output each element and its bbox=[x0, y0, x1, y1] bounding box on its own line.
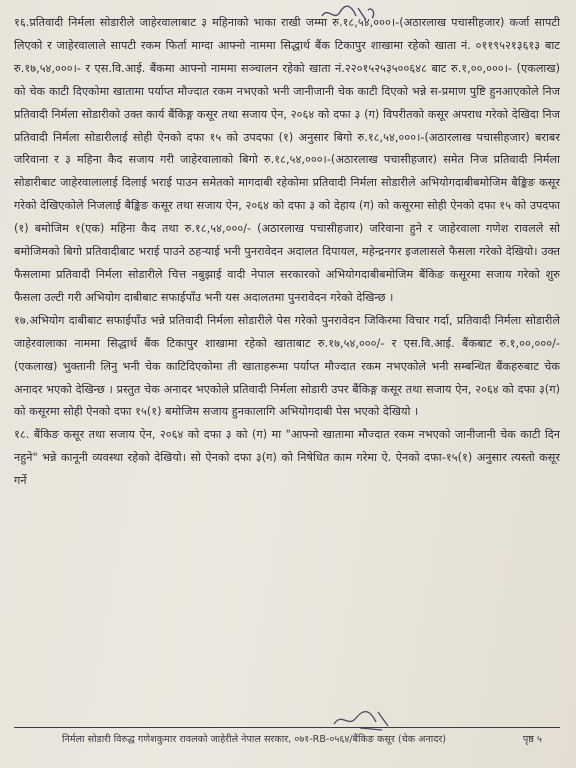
paragraph-17: १७.अभियोग दाबीबाट सफाईपाँउ भन्ने प्रतिवादी निर्मला सोडारीले पेस गरेको पुनरावेदन जिकिरमा विचार गर्दा, प्रतिवादी निर्मला सोडारीले जाहेरवालाका नाममा सिद्धार्थ बैंक टिकापुर शाखामा रहेको खाताबाट रु.१७,५४,०००/- र एस.वि.आई. बैंकबाट रु.१,००,०००/- (एकलाख) भुक्तानी लिनु भनी चेक काटिदिएकोमा ती खाताहरूमा पर्याप्त मौज्दात रकम नभएकोले भनी सम्बन्धित बैंकहरुबाट चेक अनादर भएको देखिन्छ । प्रस्तुत चेक अनादर भएकोले प्रतिवादी निर्मला सोडारी उपर बैंकिङ्ग कसूर तथा सजाय ऐन, २०६४ को दफा ३(ग) को कसूरमा सोही ऐनको दफा १५(१) बमोजिम सजाय हुनकालागि अभियोगदाबी पेस भएको देखियो । bbox=[14, 313, 560, 419]
page-footer bbox=[62, 733, 556, 747]
footer-case-title: निर्मला सोडारी विरुद्ध गणेशकुमार रावलको जाहेरीले नेपाल सरकार, ०७१-RB-०५६४/बैंकिङ कसूर (चेक अनादर) bbox=[62, 734, 447, 745]
paragraph-18: १८. बैंकिङ कसूर तथा सजाय ऐन, २०६४ को दफा ३ को (ग) मा "आफ्नो खातामा मौज्दात रकम नभएको जानीजानी चेक काटी दिन नहुने" भन्ने कानूनी व्यवस्था रहेको देखियो। सो ऐनको दफा ३(ग) को निषेधित काम गरेमा ऐ. ऐनको दफा-१५(१) अनुसार त्यस्तो कसूर गर्ने bbox=[14, 428, 560, 488]
paragraph-16: १६.प्रतिवादी निर्मला सोडारीले जाहेरवालाबाट ३ महिनाको भाका राखी जम्मा रु.१८,५४,०००।-(अठारलाख पचासीहजार) कर्जा सापटी लिएको र जाहेरवालाले सापटी रकम फिर्ता माग्दा आफ्नो नाममा सिद्धार्थ बैंक टिकापुर शाखामा रहेको खाता नं. ०११९५२१३६१३ बाट रु.१७,५४,०००।- र एस.वि.आई. बैंकमा आफ्नो नाममा सञ्चालन रहेको खाता नं.२२०१५२५३५००६४८ बाट रु.१,००,०००।- (एकलाख) को चेक काटी दिएकोमा खातामा पर्याप्त मौज्दात रकम नभएको भनी जानीजानी चेक काटी दिएको भन्ने स-प्रमाण पुष्टि हुनआएकोले निज प्रतिवादी निर्मला सोडारीको उक्त कार्य बैंकिङ्ग कसूर तथा सजाय ऐन, २०६४ को दफा ३ (ग) विपरीतको कसूर अपराध गरेको देखिदा निज प्रतिवादी निर्मला सोडारीलाई सोही ऐनको दफा १५ को उपदफा (१) अनुसार बिगो रु.१८,५४,०००।-(अठारलाख पचासीहजार) बराबर जरिवाना र ३ महिना कैद सजाय गरी जाहेरवालाको बिगो रु.१८,५४,०००।-(अठारलाख पचासीहजार) समेत निज प्रतिवादी निर्मला सोडारीबाट जाहेरवालालाई दिलाई भराई पाउन समेतको मागदाबी रहेकोमा प्रतिवादी निर्मला सोडारीले अभियोगदाबीबमोजिम बैङ्किङ कसूर गरेको देखिएकोले निजलाई बैङ्किङ कसूर तथा सजाय ऐन, २०६४ को दफा ३ को देहाय (ग) को कसूरमा सोही ऐनको दफा १५ को उपदफा (१) बमोजिम १(एक) महिना कैद तथा रु.१८,५४,०००/- (अठारलाख पचासीहजार) जरिवाना हुने र जाहेरवाला गणेश रावलले सो बमोजिमको बिगो प्रतिवादीबाट भराई पाउने ठहर्‍याई भनी पुनरावेदन अदालत दिपायल, महेन्द्रनगर इजलासले फैसला गरेको देखियो। उक्त फैसलामा प्रतिवादी निर्मला सोडारीले चित्त नबुझाई वादी नेपाल सरकारको अभियोगदाबीबमोजिम बैंकिङ कसूरमा सजाय गरेको शुरु फैसला उल्टी गरी अभियोग दाबीबाट सफाईपाँउ भनी यस अदालतमा पुनरावेदन गरेको देखिन्छ । bbox=[14, 16, 560, 304]
handwritten-mark-bottom bbox=[330, 706, 394, 732]
page-number: पृष्ठ ५ bbox=[522, 734, 542, 745]
document-body bbox=[14, 12, 560, 493]
footer-divider bbox=[14, 727, 560, 728]
